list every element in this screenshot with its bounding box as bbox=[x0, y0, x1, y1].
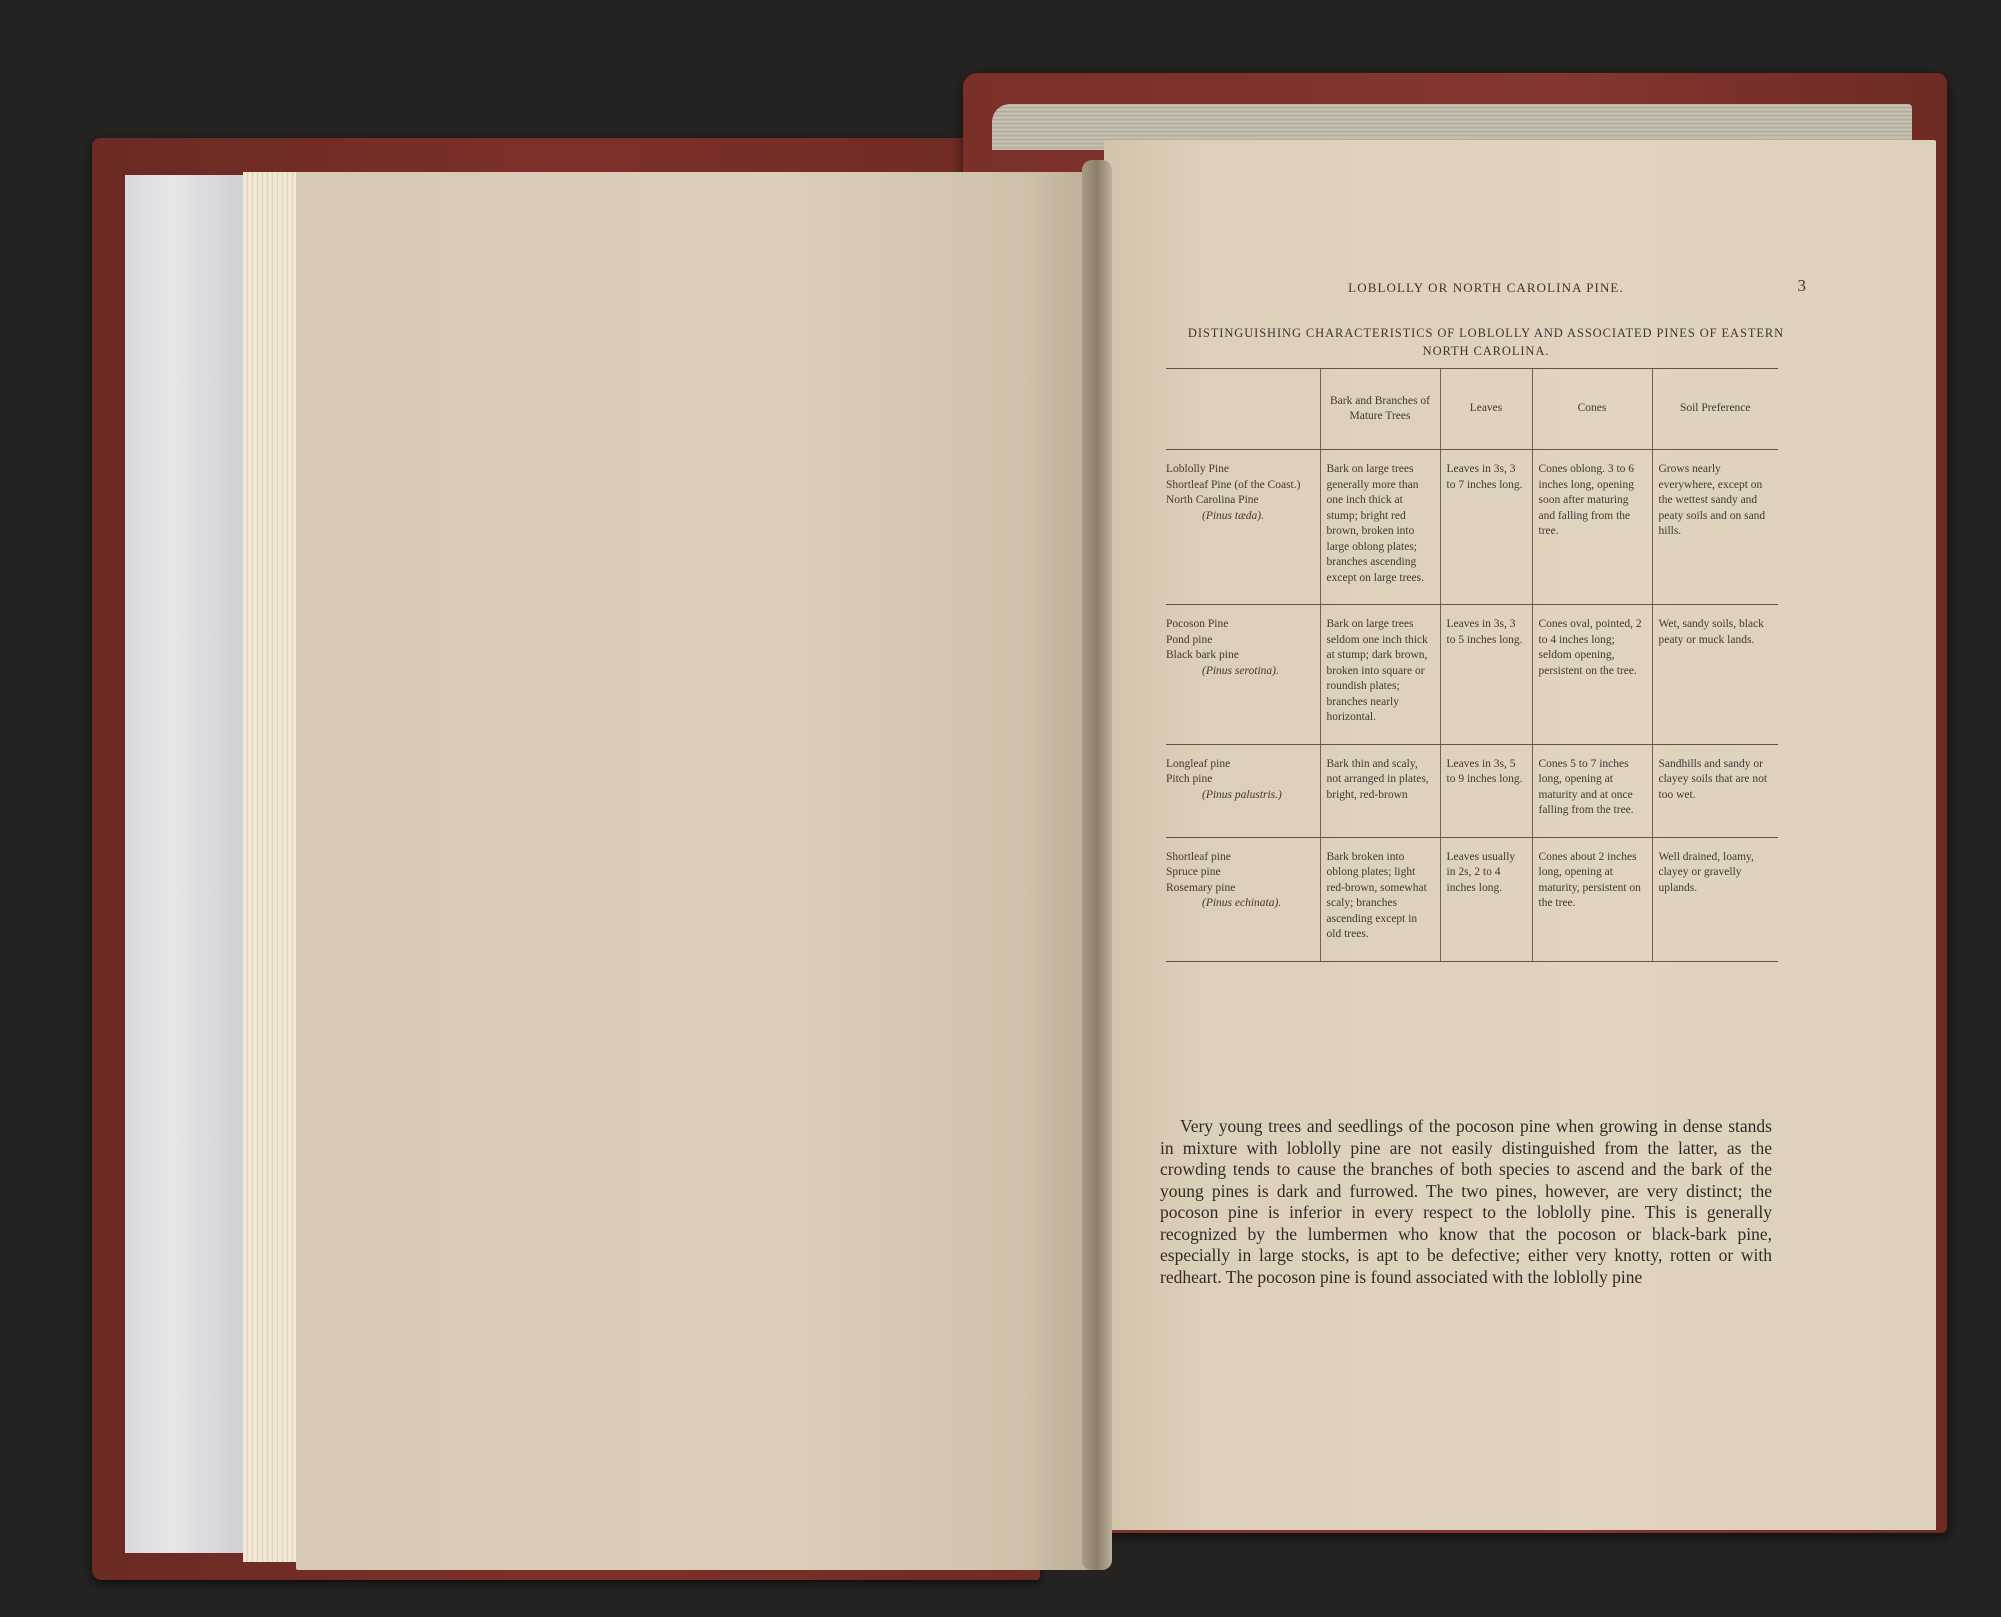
scientific-name: (Pinus tæda). bbox=[1202, 509, 1264, 522]
bark-cell: Bark broken into oblong plates; light red-brown, somewhat scaly; branches ascending except in old trees. bbox=[1320, 837, 1440, 961]
species-cell bbox=[1166, 744, 1320, 837]
common-name: Pond pine bbox=[1166, 633, 1213, 646]
bark-cell: Bark thin and scaly, not arranged in plates, bright, red-brown bbox=[1320, 744, 1440, 837]
body-paragraph: Very young trees and seedlings of the pocoson pine when growing in dense stands in mixture with loblolly pine are not easily distinguished from the latter, as the crowding tends to cause the branches of both species to ascend and the bark of the young pines is dark and furrowed. The two pines, however, are very distinct; the pocoson pine is inferior in every respect to the loblolly pine. This is generally recognized by the lumbermen who know that the pocoson or black-bark pine, especially in large stocks, is apt to be defective; either very knotty, rotten or with redheart. The pocoson pine is found associated with the loblolly pine bbox=[1160, 1116, 1772, 1287]
species-cell bbox=[1166, 450, 1320, 605]
book-gutter bbox=[1082, 160, 1112, 1570]
common-name: Shortleaf pine bbox=[1166, 850, 1231, 863]
left-page-blank bbox=[296, 172, 1102, 1570]
header-species bbox=[1166, 369, 1320, 450]
species-cell bbox=[1166, 837, 1320, 961]
common-name: Pitch pine bbox=[1166, 773, 1213, 785]
cones-cell: Cones oval, pointed, 2 to 4 inches long; seldom opening, persistent on the tree. bbox=[1532, 605, 1652, 745]
endpaper bbox=[125, 175, 243, 1553]
table-header-row bbox=[1166, 369, 1778, 450]
table-row bbox=[1166, 744, 1778, 837]
common-name: Spruce pine bbox=[1166, 866, 1221, 878]
header-bark: Bark and Branches of Mature Trees bbox=[1320, 369, 1440, 450]
bark-cell: Bark on large trees seldom one inch thick at stump; dark brown, broken into square or roundish plates; branches nearly horizontal. bbox=[1320, 605, 1440, 745]
scientific-name: (Pinus serotina). bbox=[1202, 664, 1279, 677]
table-title: DISTINGUISHING CHARACTERISTICS OF LOBLOLLY AND ASSOCIATED PINES OF EASTERN NORTH CAROLINA. bbox=[1187, 326, 1785, 358]
page-number: 3 bbox=[1797, 276, 1806, 295]
soil-cell: Wet, sandy soils, black peaty or muck lands. bbox=[1652, 605, 1778, 745]
common-name: Black bark pine bbox=[1166, 649, 1239, 661]
cones-cell: Cones about 2 inches long, opening at maturity, persistent on the tree. bbox=[1532, 837, 1652, 961]
header-cones: Cones bbox=[1532, 369, 1652, 450]
scientific-name: (Pinus palustris.) bbox=[1202, 788, 1282, 801]
common-name: North Carolina Pine bbox=[1166, 494, 1259, 506]
header-soil: Soil Preference bbox=[1652, 369, 1778, 450]
leaves-cell: Leaves usually in 2s, 2 to 4 inches long. bbox=[1440, 837, 1532, 961]
common-name: Loblolly Pine bbox=[1166, 463, 1229, 475]
leaves-cell: Leaves in 3s, 3 to 7 inches long. bbox=[1440, 450, 1532, 605]
running-head: LOBLOLLY OR NORTH CAROLINA PINE. bbox=[1348, 280, 1624, 295]
soil-cell: Grows nearly everywhere, except on the wettest sandy and peaty soils and on sand hills. bbox=[1652, 450, 1778, 605]
leaves-cell: Leaves in 3s, 5 to 9 inches long. bbox=[1440, 744, 1532, 837]
page-stack-edge bbox=[243, 172, 298, 1562]
species-cell bbox=[1166, 605, 1320, 745]
common-name: Rosemary pine bbox=[1166, 881, 1236, 894]
pine-characteristics-table bbox=[1166, 368, 1778, 962]
table-row bbox=[1166, 605, 1778, 745]
bark-cell: Bark on large trees generally more than one inch thick at stump; bright red brown, broken into large oblong plates; branches ascending except on large trees. bbox=[1320, 450, 1440, 605]
common-name: Shortleaf Pine (of the Coast.) bbox=[1166, 478, 1301, 491]
table-row bbox=[1166, 837, 1778, 961]
common-name: Longleaf pine bbox=[1166, 757, 1231, 770]
soil-cell: Well drained, loamy, clayey or gravelly uplands. bbox=[1652, 837, 1778, 961]
header-leaves: Leaves bbox=[1440, 369, 1532, 450]
leaves-cell: Leaves in 3s, 3 to 5 inches long. bbox=[1440, 605, 1532, 745]
table-row bbox=[1166, 450, 1778, 605]
common-name: Pocoson Pine bbox=[1166, 618, 1229, 630]
scientific-name: (Pinus echinata). bbox=[1202, 897, 1282, 909]
cones-cell: Cones 5 to 7 inches long, opening at maturity and at once falling from the tree. bbox=[1532, 744, 1652, 837]
soil-cell: Sandhills and sandy or clayey soils that are not too wet. bbox=[1652, 744, 1778, 837]
cones-cell: Cones oblong. 3 to 6 inches long, opening soon after maturing and falling from the tree. bbox=[1532, 450, 1652, 605]
